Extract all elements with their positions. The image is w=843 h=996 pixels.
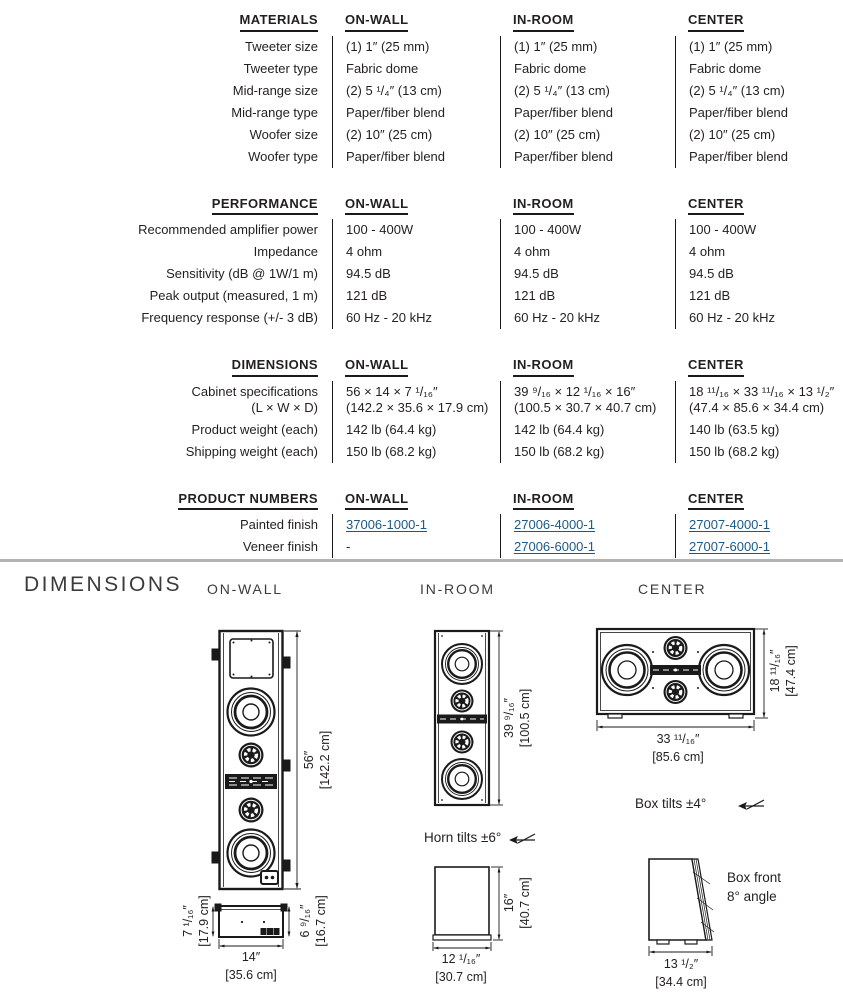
- cell-value: 100 - 400W: [500, 219, 675, 241]
- horn-tilt-note: Horn tilts ±6°: [424, 830, 502, 845]
- cabinet-depth-outline: [219, 906, 283, 937]
- cell-value: 60 Hz - 20 kHz: [675, 307, 843, 329]
- mount-tab: [283, 760, 290, 771]
- cell-value: (2) 5 ¹/₄″ (13 cm): [332, 80, 500, 102]
- onwall-depth-right-label: 6 ⁹/₁₆″ [16.7 cm]: [298, 895, 328, 947]
- product-number-link[interactable]: 27007-6000-1: [689, 539, 770, 554]
- cell-value: Paper/fiber blend: [332, 146, 500, 168]
- tweeter-bar: [650, 665, 701, 675]
- center-width-label: 33 ¹¹/₁₆″ [85.6 cm]: [652, 732, 704, 764]
- cell-value: Paper/fiber blend: [500, 146, 675, 168]
- column-header-onwall: ON-WALL: [345, 357, 408, 377]
- row-label: Sensitivity (dB @ 1W/1 m): [166, 266, 318, 281]
- cell-value: Paper/fiber blend: [500, 102, 675, 124]
- onwall-height-label: 56″ [142.2 cm]: [302, 730, 332, 790]
- product-number-link[interactable]: 27006-6000-1: [514, 539, 595, 554]
- row-label: Cabinet specifications (L × W × D): [191, 383, 318, 415]
- row-label: Woofer type: [248, 148, 318, 164]
- section-divider: [0, 559, 843, 562]
- cell-value: (2) 10″ (25 cm): [675, 124, 843, 146]
- inroom-side-width-label: 12 ¹/₁₆″ [30.7 cm]: [435, 952, 487, 984]
- column-header-inroom: IN-ROOM: [513, 491, 574, 511]
- materials-table: [0, 9, 843, 168]
- row-label: Mid-range size: [232, 82, 318, 98]
- mid-driver-top: [451, 690, 474, 713]
- cell-value: Paper/fiber blend: [675, 102, 843, 124]
- cell-value: 94.5 dB: [332, 263, 500, 285]
- column-header-center: CENTER: [688, 196, 744, 216]
- center-front-diagram: [588, 624, 778, 736]
- box-tilt-note: Box tilts ±4°: [635, 796, 707, 811]
- dimensions-diagram-section: [0, 559, 843, 996]
- side-outline: [435, 867, 489, 935]
- diagram-column-label-onwall: ON-WALL: [207, 581, 283, 597]
- inroom-side-height-label: 16″ [40.7 cm]: [502, 877, 532, 929]
- cell-value: 142 lb (64.4 kg): [500, 419, 675, 441]
- box-front-angle-note: Box front 8° angle: [727, 870, 782, 904]
- row-label: Veneer finish: [242, 539, 318, 554]
- inroom-height-label: 39 ⁹/₁₆″ [100.5 cm]: [502, 688, 532, 748]
- tweeter-bar: [437, 715, 487, 724]
- tilt-arrow-icon: [737, 797, 765, 813]
- performance-table: [0, 193, 843, 330]
- cell-value: (2) 5 ¹/₄″ (13 cm): [500, 80, 675, 102]
- cell-value: 94.5 dB: [675, 263, 843, 285]
- row-label: Painted finish: [239, 517, 318, 532]
- column-header-inroom: IN-ROOM: [513, 12, 574, 32]
- cell-value: Fabric dome: [675, 58, 843, 80]
- column-header-center: CENTER: [688, 491, 744, 511]
- column-header-center: CENTER: [688, 12, 744, 32]
- cell-value: Paper/fiber blend: [675, 146, 843, 168]
- foot: [657, 940, 669, 944]
- cell-value: 150 lb (68.2 kg): [500, 441, 675, 463]
- cell-value: 150 lb (68.2 kg): [675, 441, 843, 463]
- tweeter-bar: [225, 774, 277, 789]
- section-title: PRODUCT NUMBERS: [178, 491, 318, 511]
- cell-value: 121 dB: [332, 285, 500, 307]
- diagram-column-label-center: CENTER: [638, 581, 707, 597]
- onwall-front-diagram: [200, 624, 305, 894]
- mid-driver-bottom: [451, 731, 474, 754]
- cell-value: Paper/fiber blend: [332, 102, 500, 124]
- row-label: Peak output (measured, 1 m): [149, 288, 318, 303]
- cell-value: (1) 1″ (25 mm): [500, 36, 675, 58]
- foot: [685, 940, 697, 944]
- cell-value: Fabric dome: [500, 58, 675, 80]
- mid-driver-top: [239, 743, 264, 768]
- terminal-box: [261, 871, 278, 884]
- cell-value: 60 Hz - 20 kHz: [500, 307, 675, 329]
- mount-tab: [212, 852, 219, 863]
- cell-value: (2) 5 ¹/₄″ (13 cm): [675, 80, 843, 102]
- cell-value: 140 lb (63.5 kg): [675, 419, 843, 441]
- foot: [729, 714, 743, 718]
- mount-tab: [283, 860, 290, 871]
- mid-driver-bottom: [239, 798, 264, 823]
- dimensions-table: [0, 354, 843, 463]
- product-number-link[interactable]: 27007-4000-1: [689, 517, 770, 532]
- cell-value: (2) 10″ (25 cm): [500, 124, 675, 146]
- cell-value: 121 dB: [675, 285, 843, 307]
- column-header-center: CENTER: [688, 357, 744, 377]
- section-title: DIMENSIONS: [232, 357, 318, 377]
- section-header-cell: [0, 9, 332, 36]
- column-header-onwall: ON-WALL: [345, 491, 408, 511]
- product-number-link[interactable]: 37006-1000-1: [346, 517, 427, 532]
- row-label: Product weight (each): [191, 421, 318, 437]
- column-header-onwall: ON-WALL: [345, 196, 408, 216]
- cell-value: 4 ohm: [500, 241, 675, 263]
- diagram-column-label-inroom: IN-ROOM: [420, 581, 495, 597]
- cell-value: -: [332, 536, 500, 558]
- column-header-inroom: IN-ROOM: [513, 196, 574, 216]
- port-opening: [230, 639, 273, 678]
- row-label: Woofer size: [249, 126, 318, 142]
- row-label: Tweeter type: [243, 60, 318, 76]
- section-title: MATERIALS: [240, 12, 318, 32]
- column-header-inroom: IN-ROOM: [513, 357, 574, 377]
- cell-value: Fabric dome: [332, 58, 500, 80]
- mount-tab: [212, 649, 219, 660]
- section-title: PERFORMANCE: [212, 196, 318, 216]
- row-label: Impedance: [253, 244, 318, 259]
- cell-value: 94.5 dB: [500, 263, 675, 285]
- row-label: Shipping weight (each): [185, 443, 318, 459]
- cell-value: 100 - 400W: [332, 219, 500, 241]
- row-label: Mid-range type: [231, 104, 318, 120]
- product-number-link[interactable]: 27006-4000-1: [514, 517, 595, 532]
- center-side-width-label: 13 ¹/₂″ [34.4 cm]: [655, 957, 707, 989]
- center-height-label: 18 ¹¹/₁₆″ [47.4 cm]: [768, 645, 798, 697]
- cell-value: 121 dB: [500, 285, 675, 307]
- cell-value: 60 Hz - 20 kHz: [332, 307, 500, 329]
- tilt-arrow-icon: [508, 831, 536, 847]
- row-label: Frequency response (+/- 3 dB): [141, 310, 318, 325]
- cell-value: 150 lb (68.2 kg): [332, 441, 500, 463]
- cell-value: (1) 1″ (25 mm): [332, 36, 500, 58]
- cell-value: (2) 10″ (25 cm): [332, 124, 500, 146]
- cell-value: 4 ohm: [332, 241, 500, 263]
- row-label: Recommended amplifier power: [138, 222, 318, 237]
- cell-value: 18 ¹¹/₁₆ × 33 ¹¹/₁₆ × 13 ¹/₂″ (47.4 × 85.6 × 34.4 cm): [675, 381, 843, 419]
- cell-value: (1) 1″ (25 mm): [675, 36, 843, 58]
- cell-value: 100 - 400W: [675, 219, 843, 241]
- dimensions-section-title: DIMENSIONS: [24, 573, 183, 596]
- foot: [608, 714, 622, 718]
- mount-tab: [283, 657, 290, 668]
- mid-driver-bottom: [664, 680, 688, 704]
- cell-value: 4 ohm: [675, 241, 843, 263]
- center-side-diagram: [635, 850, 730, 962]
- column-header-onwall: ON-WALL: [345, 12, 408, 32]
- onwall-width-label: 14″ [35.6 cm]: [225, 950, 277, 982]
- base-plate: [433, 935, 491, 940]
- row-label: Tweeter size: [245, 38, 318, 54]
- mid-driver-top: [664, 636, 688, 660]
- cell-value: 56 × 14 × 7 ¹/₁₆″ (142.2 × 35.6 × 17.9 cm): [332, 381, 500, 419]
- onwall-depth-left-label: 7 ¹/₁₆″ [17.9 cm]: [181, 895, 211, 947]
- product-numbers-table: [0, 488, 843, 559]
- cell-value: 142 lb (64.4 kg): [332, 419, 500, 441]
- cell-value: 39 ⁹/₁₆ × 12 ¹/₁₆ × 16″ (100.5 × 30.7 × 40.7 cm): [500, 381, 675, 419]
